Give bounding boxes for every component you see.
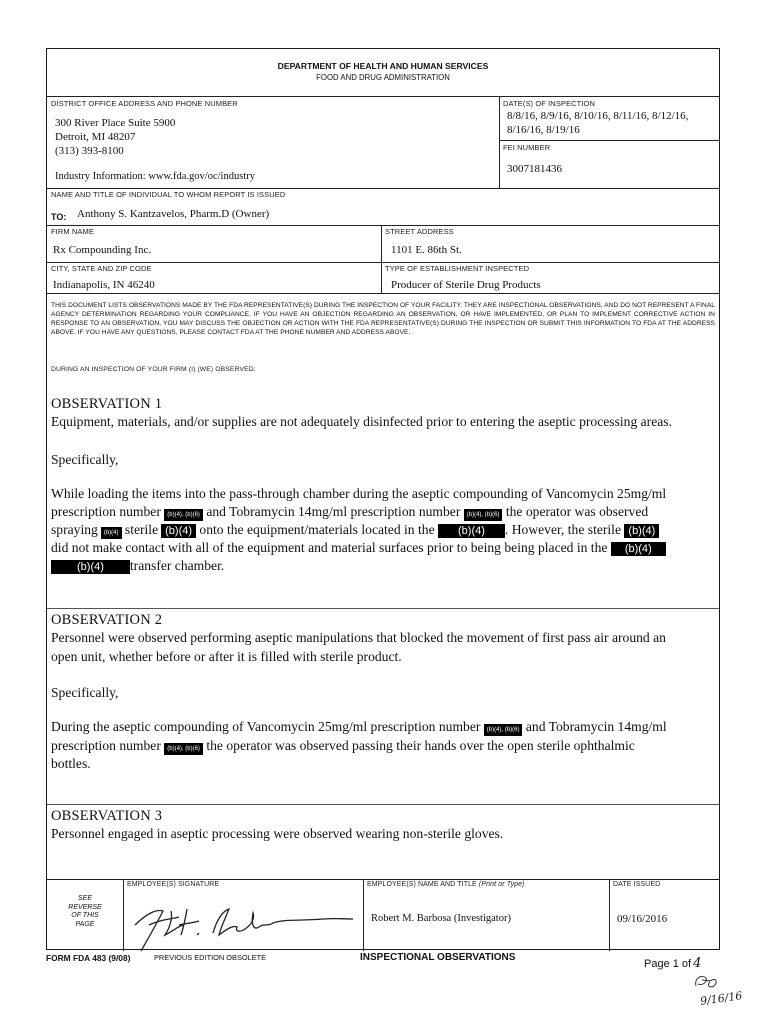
divider — [609, 879, 610, 951]
observation-2-summary-line1: Personnel were observed performing aseptic manipulations that blocked the movement of first pass air around an — [51, 630, 666, 645]
fda-483-form — [46, 48, 720, 950]
fei-label: FEI NUMBER — [503, 143, 551, 152]
divider — [47, 262, 719, 263]
redaction-box: (b)(4) — [624, 524, 659, 538]
observation-1-specifically: Specifically, — [51, 452, 119, 467]
observation-1-line2 — [51, 503, 648, 522]
during-inspection-label: DURING AN INSPECTION OF YOUR FIRM (I) (WE) OBSERVED: — [51, 366, 256, 373]
form-id: FORM FDA 483 (9/08) — [46, 953, 131, 963]
establishment-label: TYPE OF ESTABLISHMENT INSPECTED — [385, 264, 530, 273]
divider — [363, 879, 364, 951]
redaction-box: (b)(4) — [51, 560, 130, 574]
redaction-box: (b)(4), (b)(6) — [164, 743, 203, 755]
inspection-dates-label: DATE(S) OF INSPECTION — [503, 99, 595, 108]
industry-info: Industry Information: www.fda.gov/oc/industry — [55, 171, 255, 182]
observation-1-text: . However, the sterile — [504, 522, 621, 537]
divider — [47, 879, 719, 880]
observation-2-text: and Tobramycin 14mg/ml — [525, 719, 667, 734]
observation-1-summary: Equipment, materials, and/or supplies are not adequately disinfected prior to entering the aseptic processing areas. — [51, 414, 672, 429]
employee-name: Robert M. Barbosa (Investigator) — [371, 913, 511, 924]
observation-3-summary: Personnel engaged in aseptic processing were observed wearing non-sterile gloves. — [51, 826, 504, 841]
observation-1-line3 — [51, 521, 659, 540]
redaction-box: (b)(4), (b)(6) — [164, 509, 203, 521]
observation-1-text: did not make contact with all of the equipment and material surfaces prior to being being placed in the — [51, 540, 608, 555]
observation-2-text: During the aseptic compounding of Vancomycin 25mg/ml prescription number — [51, 719, 481, 734]
see-reverse-line: OF THIS — [71, 912, 99, 919]
street-address: 1101 E. 86th St. — [391, 244, 462, 256]
observation-1-text: spraying — [51, 522, 98, 537]
see-reverse-line: SEE — [77, 895, 92, 902]
previous-edition-note: PREVIOUS EDITION OBSOLETE — [154, 953, 267, 962]
divider — [47, 96, 719, 97]
firm-name: Rx Compounding Inc. — [53, 244, 152, 256]
to-label: TO: — [51, 212, 67, 222]
date-issued-label: DATE ISSUED — [613, 881, 661, 888]
handwritten-date: 9/16/16 — [699, 989, 744, 1008]
recipient-label: NAME AND TITLE OF INDIVIDUAL TO WHOM REPORT IS ISSUED — [51, 190, 286, 199]
observation-2-text: prescription number — [51, 738, 161, 753]
divider — [381, 225, 382, 293]
redaction-box: (b)(4) — [101, 527, 122, 539]
divider — [499, 96, 500, 188]
page-label: Page 1 of — [644, 958, 692, 970]
redaction-box: (b)(4) — [161, 524, 196, 538]
city-label: CITY, STATE AND ZIP CODE — [51, 264, 152, 273]
divider — [47, 293, 719, 294]
observation-2-line3: bottles. — [51, 756, 91, 771]
district-address-line2: Detroit, MI 48207 — [55, 131, 136, 143]
observation-2-text: the operator was observed passing their hands over the open sterile ophthalmic — [206, 738, 635, 753]
observation-1-text: sterile — [124, 522, 159, 537]
district-address-line1: 300 River Place Suite 5900 — [55, 117, 176, 129]
signature-image — [113, 889, 363, 959]
divider — [47, 608, 719, 609]
establishment-value: Producer of Sterile Drug Products — [391, 279, 541, 291]
city-value: Indianapolis, IN 46240 — [53, 279, 155, 291]
redaction-box: (b)(4) — [611, 542, 666, 556]
observation-2-summary-line2: open unit, whether before or after it is filled with sterile product. — [51, 649, 402, 664]
street-label: STREET ADDRESS — [385, 227, 454, 236]
divider — [47, 804, 719, 805]
observation-2-line1 — [51, 718, 667, 737]
redaction-box: (b)(4), (b)(6) — [484, 724, 523, 736]
divider — [47, 188, 719, 189]
see-reverse-line: PAGE — [75, 920, 95, 928]
signature-label: EMPLOYEE(S) SIGNATURE — [127, 881, 220, 888]
employee-name-label-text: EMPLOYEE(S) NAME AND TITLE — [367, 881, 477, 888]
observation-1-text: prescription number — [51, 504, 161, 519]
district-label: DISTRICT OFFICE ADDRESS AND PHONE NUMBER — [51, 99, 238, 108]
recipient-name: Anthony S. Kantzavelos, Pharm.D (Owner) — [77, 208, 270, 220]
observation-1-line1: While loading the items into the pass-through chamber during the aseptic compounding of Vancomycin 25mg/ml — [51, 486, 667, 501]
handwritten-initials — [690, 972, 726, 994]
observation-1-text: and Tobramycin 14mg/ml prescription number — [206, 504, 461, 519]
observation-1-line5 — [51, 557, 224, 576]
observation-1-text: onto the equipment/materials located in the — [199, 522, 435, 537]
form-title: INSPECTIONAL OBSERVATIONS — [360, 952, 516, 963]
observation-3-title: OBSERVATION 3 — [51, 808, 163, 824]
observation-1-text: transfer chamber. — [129, 558, 225, 573]
employee-name-label-note: (Print or Type) — [478, 881, 525, 888]
redaction-box: (b)(4), (b)(6) — [464, 509, 503, 521]
observation-2-specifically: Specifically, — [51, 685, 119, 700]
see-reverse-line: REVERSE — [68, 903, 102, 911]
inspection-dates-line2: 8/16/16, 8/19/16 — [507, 124, 580, 136]
redaction-box: (b)(4) — [438, 524, 505, 538]
fei-number: 3007181436 — [507, 163, 562, 175]
observation-1-text: the operator was observed — [505, 504, 649, 519]
divider — [47, 225, 719, 226]
agency-title: DEPARTMENT OF HEALTH AND HUMAN SERVICES — [277, 61, 489, 71]
page-total: 4 — [693, 956, 702, 971]
observation-1-title: OBSERVATION 1 — [51, 396, 163, 412]
disclaimer-text: THIS DOCUMENT LISTS OBSERVATIONS MADE BY THE FDA REPRESENTATIVE(S) DURING THE INSPECTION OF YOUR FACILITY. THEY ARE INSPECTIONAL OBSERVATIONS, AND DO NOT REPRESENT A FINAL AGENCY DETERMINATION REGARDING YOUR COMPLIANCE. IF YOU HAVE AN OBJECTION REGARDING AN OBSERVATION, OR HAVE IMPLEMENTED, OR PLAN TO IMPLEMENT CORRECTIVE ACTION IN RESPONSE TO AN OBSERVATION, YOU MAY DISCUSS THE OBJECTION OR ACTION WITH THE FDA REPRESENTATIVE(S) DURING THE INSPECTION OR SUBMIT THIS INFORMATION TO FDA AT THE ADDRESS ABOVE. IF YOU HAVE ANY QUESTIONS, PLEASE CONTACT FDA AT THE PHONE NUMBER AND ADDRESS ABOVE. — [51, 302, 715, 336]
observation-1-line4 — [51, 539, 666, 558]
sub-agency-title: FOOD AND DRUG ADMINISTRATION — [316, 73, 450, 82]
inspection-dates-line1: 8/8/16, 8/9/16, 8/10/16, 8/11/16, 8/12/16, — [507, 110, 689, 122]
observation-2-title: OBSERVATION 2 — [51, 612, 163, 628]
firm-label: FIRM NAME — [51, 227, 94, 236]
observation-2-line2 — [51, 737, 635, 756]
see-reverse-note — [47, 895, 123, 929]
page-indicator — [644, 956, 701, 971]
divider — [499, 140, 719, 141]
district-phone: (313) 393-8100 — [55, 145, 124, 157]
employee-name-label — [367, 881, 525, 888]
date-issued: 09/16/2016 — [617, 913, 668, 925]
